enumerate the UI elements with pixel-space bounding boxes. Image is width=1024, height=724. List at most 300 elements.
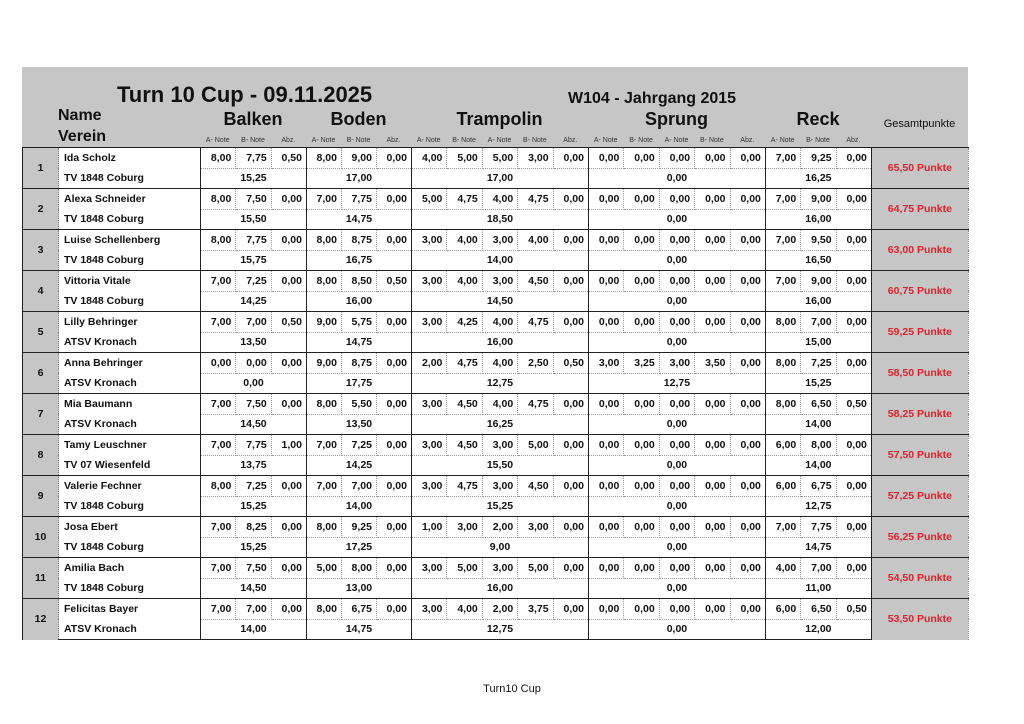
apparatus-sum: 15,75 [201,250,307,271]
score-cell: 2,00 [411,353,446,374]
apparatus-sum: 13,50 [306,414,411,435]
score-cell: 0,00 [553,476,588,497]
apparatus-sum: 12,75 [411,373,588,394]
score-subheader: Abz. [386,137,401,144]
table-row [23,230,969,251]
score-cell: 7,00 [801,558,836,579]
score-cell: 8,00 [765,394,800,415]
score-cell: 0,00 [376,394,411,415]
apparatus-sum: 13,75 [201,455,307,476]
score-cell: 0,00 [659,394,694,415]
score-cell: 8,00 [306,517,341,538]
score-cell: 4,75 [518,189,553,210]
score-cell: 0,00 [730,558,765,579]
apparatus-sum: 15,25 [201,496,307,517]
score-cell: 2,00 [482,517,517,538]
club-name: TV 1848 Coburg [64,582,144,594]
apparatus-sum: 12,00 [765,619,871,640]
score-cell: 0,00 [730,394,765,415]
score-cell: 7,00 [201,517,236,538]
table-row [23,148,969,169]
score-cell: 8,00 [765,353,800,374]
score-cell: 7,00 [306,476,341,497]
score-cell: 0,00 [836,312,871,333]
score-cell: 3,00 [482,558,517,579]
score-subheader: B- Note [629,137,653,144]
score-cell: 3,00 [411,558,446,579]
total-points: 58,50 Punkte [871,353,968,394]
score-cell: 8,00 [201,148,236,169]
score-cell: 0,00 [624,599,659,620]
category-subtitle: W104 - Jahrgang 2015 [568,90,737,107]
score-cell: 0,00 [271,517,306,538]
score-cell: 7,25 [236,271,271,292]
score-cell: 6,50 [801,599,836,620]
score-cell: 0,00 [376,312,411,333]
score-cell: 7,00 [201,394,236,415]
apparatus-sum: 0,00 [588,209,765,230]
score-cell: 7,00 [201,435,236,456]
score-cell: 3,00 [411,599,446,620]
score-cell: 8,00 [306,394,341,415]
score-cell: 0,00 [624,517,659,538]
table-row-sums [23,332,969,353]
total-points: 64,75 Punkte [871,189,968,230]
apparatus-sum: 14,75 [306,209,411,230]
score-cell: 4,00 [482,353,517,374]
score-cell: 0,00 [695,271,730,292]
club-name: TV 1848 Coburg [64,254,144,266]
apparatus-sum: 14,50 [411,291,588,312]
rank-cell: 5 [23,312,59,353]
score-cell: 0,00 [659,476,694,497]
score-cell: 0,00 [836,189,871,210]
score-cell: 0,00 [271,558,306,579]
score-cell: 0,00 [659,230,694,251]
table-row [23,353,969,374]
score-cell: 0,50 [271,148,306,169]
score-cell: 7,75 [341,189,376,210]
score-cell: 9,00 [801,189,836,210]
apparatus-sum: 14,75 [306,332,411,353]
gymnast-name: Luise Schellenberg [59,230,201,251]
score-cell: 9,25 [341,517,376,538]
results-sheet [22,67,968,636]
score-cell: 0,00 [376,148,411,169]
score-cell: 7,50 [236,558,271,579]
score-cell: 3,00 [411,476,446,497]
table-row [23,189,969,210]
score-cell: 9,00 [341,148,376,169]
club-name: TV 1848 Coburg [64,172,144,184]
apparatus-sum: 0,00 [588,250,765,271]
score-subheader: A- Note [416,137,441,144]
table-row [23,435,969,456]
apparatus-heading: Balken [223,109,283,129]
score-subheader: A- Note [664,137,689,144]
gymnast-name: Tamy Leuschner [59,435,201,456]
score-cell: 0,00 [201,353,236,374]
score-cell: 0,00 [695,312,730,333]
score-cell: 0,00 [730,312,765,333]
total-points: 57,25 Punkte [871,476,968,517]
score-cell: 0,00 [624,271,659,292]
score-cell: 0,00 [588,394,623,415]
score-cell: 8,25 [236,517,271,538]
apparatus-heading: Reck [796,109,840,129]
score-cell: 4,00 [482,394,517,415]
page-footer: Turn10 Cup [483,683,541,695]
score-cell: 0,00 [376,599,411,620]
score-cell: 5,50 [341,394,376,415]
score-cell: 0,50 [836,599,871,620]
score-cell: 0,00 [730,517,765,538]
table-row-sums [23,619,969,640]
score-subheader: B- Note [346,137,371,144]
club-name: TV 1848 Coburg [64,295,144,307]
apparatus-sum: 16,25 [765,168,871,189]
rank-cell: 2 [23,189,59,230]
score-subheader: B- Note [806,137,830,144]
score-subheader: A- Note [770,137,795,144]
score-cell: 0,00 [659,271,694,292]
total-points: 59,25 Punkte [871,312,968,353]
score-cell: 8,75 [341,353,376,374]
verein-label: Verein [58,128,107,145]
apparatus-sum: 16,50 [765,250,871,271]
score-subheader: Abz. [281,137,296,144]
score-cell: 4,75 [447,353,482,374]
score-cell: 7,75 [801,517,836,538]
apparatus-sum: 0,00 [588,291,765,312]
score-cell: 0,00 [553,271,588,292]
score-cell: 8,00 [306,230,341,251]
score-cell: 0,00 [695,189,730,210]
apparatus-sum: 15,25 [411,496,588,517]
score-cell: 8,00 [306,148,341,169]
rank-cell: 11 [23,558,59,599]
gymnast-name: Ida Scholz [59,148,201,169]
score-cell: 9,25 [801,148,836,169]
score-cell: 0,00 [624,148,659,169]
score-cell: 0,50 [376,271,411,292]
score-cell: 0,00 [376,189,411,210]
score-cell: 3,50 [695,353,730,374]
score-cell: 7,00 [801,312,836,333]
rank-cell: 8 [23,435,59,476]
apparatus-sum: 0,00 [588,168,765,189]
score-cell: 1,00 [271,435,306,456]
score-cell: 4,00 [447,271,482,292]
apparatus-sum: 0,00 [588,619,765,640]
score-cell: 0,00 [624,230,659,251]
total-points: 60,75 Punkte [871,271,968,312]
score-cell: 0,00 [730,476,765,497]
score-cell: 9,00 [306,312,341,333]
score-cell: 5,00 [447,558,482,579]
score-cell: 3,25 [624,353,659,374]
apparatus-sum: 14,00 [306,496,411,517]
apparatus-sum: 14,00 [765,455,871,476]
gymnast-name: Josa Ebert [59,517,201,538]
score-cell: 0,00 [376,476,411,497]
apparatus-sum: 17,00 [306,168,411,189]
table-row [23,558,969,579]
table-row-sums [23,209,969,230]
score-cell: 8,00 [201,476,236,497]
score-cell: 7,00 [201,558,236,579]
score-cell: 0,00 [659,599,694,620]
total-points: 54,50 Punkte [871,558,968,599]
score-cell: 3,00 [411,312,446,333]
apparatus-sum: 16,00 [411,578,588,599]
apparatus-heading: Sprung [645,109,708,129]
table-row-sums [23,250,969,271]
score-cell: 4,00 [447,599,482,620]
total-points: 57,50 Punkte [871,435,968,476]
table-row-sums [23,291,969,312]
score-cell: 3,00 [482,476,517,497]
club-name: ATSV Kronach [64,336,137,348]
score-cell: 3,00 [659,353,694,374]
score-cell: 4,00 [765,558,800,579]
total-label: Gesamtpunkte [883,118,956,130]
score-cell: 3,00 [411,394,446,415]
score-subheader: A- Note [205,137,230,144]
score-cell: 4,50 [518,476,553,497]
score-cell: 7,00 [765,230,800,251]
score-cell: 0,00 [695,230,730,251]
score-cell: 0,00 [836,435,871,456]
score-cell: 0,00 [588,517,623,538]
score-cell: 4,00 [482,312,517,333]
score-cell: 0,00 [659,558,694,579]
score-cell: 0,00 [236,353,271,374]
score-cell: 9,00 [801,271,836,292]
apparatus-sum: 14,00 [765,414,871,435]
apparatus-sum: 0,00 [588,496,765,517]
score-cell: 8,00 [765,312,800,333]
score-cell: 0,00 [271,189,306,210]
table-row [23,312,969,333]
score-cell: 0,00 [271,476,306,497]
score-cell: 9,50 [801,230,836,251]
total-points: 53,50 Punkte [871,599,968,640]
club-name: TV 1848 Coburg [64,213,144,225]
score-cell: 0,00 [624,394,659,415]
score-cell: 7,00 [765,189,800,210]
score-cell: 1,00 [411,517,446,538]
score-cell: 0,00 [730,148,765,169]
score-cell: 0,00 [588,230,623,251]
score-cell: 0,00 [836,271,871,292]
rank-cell: 10 [23,517,59,558]
score-cell: 0,00 [588,189,623,210]
score-cell: 0,00 [695,517,730,538]
score-subheader: Abz. [740,137,755,144]
score-cell: 8,00 [201,189,236,210]
score-cell: 0,00 [553,558,588,579]
score-cell: 4,00 [518,230,553,251]
club-name: TV 07 Wiesenfeld [64,459,151,471]
score-cell: 7,50 [236,394,271,415]
score-subheader: B- Note [523,137,547,144]
sheet-header [22,67,968,147]
table-row [23,599,969,620]
apparatus-sum: 12,75 [411,619,588,640]
apparatus-sum: 18,50 [411,209,588,230]
apparatus-sum: 13,00 [306,578,411,599]
score-cell: 3,00 [482,435,517,456]
score-cell: 6,00 [765,476,800,497]
club-name: TV 1848 Coburg [64,541,144,553]
score-cell: 0,00 [588,148,623,169]
score-cell: 0,00 [553,230,588,251]
score-cell: 8,75 [341,230,376,251]
score-cell: 6,50 [801,394,836,415]
score-cell: 0,00 [271,599,306,620]
score-cell: 3,00 [447,517,482,538]
score-cell: 6,75 [341,599,376,620]
apparatus-heading: Boden [330,109,387,129]
gymnast-name: Anna Behringer [59,353,201,374]
score-cell: 7,00 [201,312,236,333]
score-cell: 0,00 [836,148,871,169]
results-table [22,147,969,640]
score-cell: 8,00 [306,599,341,620]
score-cell: 0,00 [588,599,623,620]
score-cell: 0,00 [588,558,623,579]
score-cell: 0,00 [271,230,306,251]
table-row [23,394,969,415]
rank-cell: 6 [23,353,59,394]
score-cell: 7,00 [201,599,236,620]
score-cell: 0,00 [376,353,411,374]
score-cell: 6,00 [765,599,800,620]
score-subheader: A- Note [487,137,512,144]
score-cell: 6,00 [765,435,800,456]
table-row-sums [23,578,969,599]
rank-cell: 3 [23,230,59,271]
score-cell: 8,00 [341,558,376,579]
score-cell: 0,00 [588,435,623,456]
score-cell: 8,50 [341,271,376,292]
score-cell: 3,75 [518,599,553,620]
score-cell: 4,00 [447,230,482,251]
score-cell: 9,00 [306,353,341,374]
apparatus-sum: 14,00 [411,250,588,271]
score-cell: 5,00 [411,189,446,210]
score-cell: 4,00 [411,148,446,169]
rank-cell: 4 [23,271,59,312]
score-cell: 0,00 [730,599,765,620]
score-cell: 7,00 [236,599,271,620]
score-cell: 0,00 [376,435,411,456]
score-cell: 0,00 [730,230,765,251]
apparatus-sum: 16,00 [765,209,871,230]
score-cell: 7,25 [236,476,271,497]
score-cell: 5,00 [482,148,517,169]
score-cell: 0,00 [376,558,411,579]
apparatus-sum: 0,00 [588,414,765,435]
score-cell: 0,00 [624,558,659,579]
gymnast-name: Felicitas Bayer [59,599,201,620]
apparatus-sum: 14,50 [201,578,307,599]
apparatus-sum: 16,25 [411,414,588,435]
score-cell: 7,00 [306,435,341,456]
apparatus-sum: 16,00 [765,291,871,312]
score-cell: 3,00 [411,230,446,251]
apparatus-sum: 15,50 [411,455,588,476]
apparatus-sum: 14,25 [201,291,307,312]
apparatus-sum: 15,25 [765,373,871,394]
score-cell: 4,75 [518,394,553,415]
apparatus-sum: 17,25 [306,537,411,558]
score-subheader: A- Note [311,137,336,144]
score-cell: 0,00 [553,599,588,620]
gymnast-name: Valerie Fechner [59,476,201,497]
score-cell: 0,00 [376,517,411,538]
table-row-sums [23,414,969,435]
gymnast-name: Alexa Schneider [59,189,201,210]
score-cell: 3,00 [518,148,553,169]
score-cell: 0,00 [376,230,411,251]
score-cell: 0,00 [659,517,694,538]
apparatus-sum: 14,50 [201,414,307,435]
table-row-sums [23,168,969,189]
club-name: ATSV Kronach [64,377,137,389]
score-cell: 0,00 [659,148,694,169]
score-cell: 8,00 [201,230,236,251]
apparatus-sum: 12,75 [588,373,765,394]
score-cell: 0,00 [553,517,588,538]
table-row-sums [23,496,969,517]
score-cell: 0,00 [271,353,306,374]
score-cell: 3,00 [411,271,446,292]
score-cell: 0,00 [836,353,871,374]
rank-cell: 7 [23,394,59,435]
club-name: ATSV Kronach [59,619,201,640]
apparatus-sum: 0,00 [588,332,765,353]
gymnast-name: Lilly Behringer [59,312,201,333]
total-points: 65,50 Punkte [871,148,968,189]
score-cell: 7,75 [236,148,271,169]
apparatus-sum: 0,00 [588,537,765,558]
score-cell: 0,00 [659,189,694,210]
score-cell: 4,50 [447,435,482,456]
table-row [23,476,969,497]
page-title: Turn 10 Cup - 09.11.2025 [117,82,373,107]
score-cell: 3,00 [482,230,517,251]
apparatus-sum: 15,00 [765,332,871,353]
score-cell: 7,75 [236,230,271,251]
score-cell: 4,50 [518,271,553,292]
score-cell: 7,50 [236,189,271,210]
club-name: ATSV Kronach [64,418,137,430]
score-subheader: B- Note [700,137,724,144]
score-cell: 4,75 [447,189,482,210]
score-cell: 7,25 [801,353,836,374]
total-points: 63,00 Punkte [871,230,968,271]
score-cell: 8,00 [801,435,836,456]
score-cell: 2,50 [518,353,553,374]
apparatus-heading: Trampolin [456,109,543,129]
score-cell: 0,00 [624,312,659,333]
score-cell: 0,00 [695,558,730,579]
score-cell: 8,00 [306,271,341,292]
apparatus-sum: 14,75 [765,537,871,558]
apparatus-sum: 12,75 [765,496,871,517]
